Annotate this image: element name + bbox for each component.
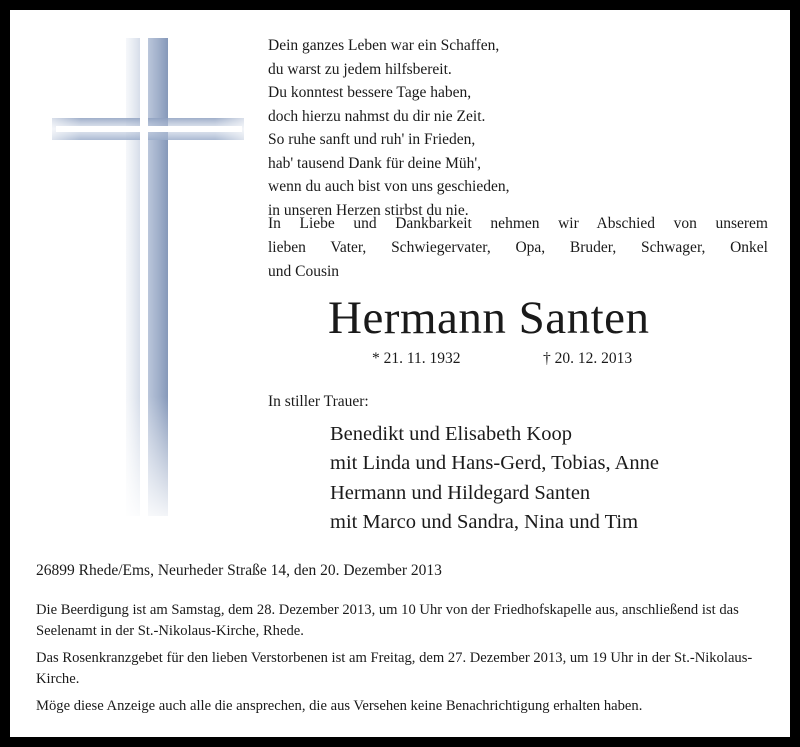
poem-line: So ruhe sanft und ruh' in Frieden, xyxy=(268,131,476,148)
birth-date: * 21. 11. 1932 xyxy=(372,350,461,367)
farewell-text xyxy=(268,212,768,284)
mourners-list xyxy=(330,420,659,538)
poem-line: doch hierzu nahmst du dir nie Zeit. xyxy=(268,107,486,125)
funeral-notes xyxy=(36,600,768,724)
poem-line: wenn du auch bist von uns geschieden, xyxy=(268,178,510,195)
mourner-group xyxy=(330,420,659,477)
rosary-info: Das Rosenkranzgebet für den lieben Verstorbenen ist am Freitag, dem 27. Dezember 2013, um 19 Uhr in der St.-Nikolaus-Kirche. xyxy=(36,650,753,687)
obituary-card xyxy=(10,10,790,737)
poem-line: hab' tausend Dank für deine Müh', xyxy=(268,154,482,172)
poem-line: in unseren Herzen stirbst du nie. xyxy=(268,201,469,219)
poem-line: Dein ganzes Leben war ein Schaffen, xyxy=(268,37,500,54)
poem xyxy=(268,34,510,222)
mourner-names: Benedikt und Elisabeth Koop xyxy=(330,423,572,445)
mourning-label: In stiller Trauer: xyxy=(268,393,369,410)
poem-line: Du konntest bessere Tage haben, xyxy=(268,84,472,101)
deceased-name: Hermann Santen xyxy=(328,292,650,344)
mourner-group xyxy=(330,479,659,536)
farewell-line: In Liebe und Dankbarkeit nehmen wir Abschied von unserem xyxy=(268,215,768,232)
poem-line: du warst zu jedem hilfsbereit. xyxy=(268,60,452,78)
mourner-family: mit Linda und Hans-Gerd, Tobias, Anne xyxy=(330,451,659,474)
mourner-family: mit Marco und Sandra, Nina und Tim xyxy=(330,510,639,533)
death-date: † 20. 12. 2013 xyxy=(543,350,633,367)
farewell-line: und Cousin xyxy=(268,263,340,280)
cross-icon xyxy=(50,32,250,522)
funeral-info: Die Beerdigung ist am Samstag, dem 28. Dezember 2013, um 10 Uhr von der Friedhofskapelle aus, anschließend ist das Seelenamt in der St.-Nikolaus-Kirche, Rhede. xyxy=(36,602,739,639)
farewell-line: lieben Vater, Schwiegervater, Opa, Bruder, Schwager, Onkel xyxy=(268,239,768,256)
notice-info: Möge diese Anzeige auch alle die ansprechen, die aus Versehen keine Benachrichtigung erhalten haben. xyxy=(36,698,643,714)
address-line: 26899 Rhede/Ems, Neurheder Straße 14, den 20. Dezember 2013 xyxy=(36,562,442,579)
mourner-names: Hermann und Hildegard Santen xyxy=(330,482,591,504)
